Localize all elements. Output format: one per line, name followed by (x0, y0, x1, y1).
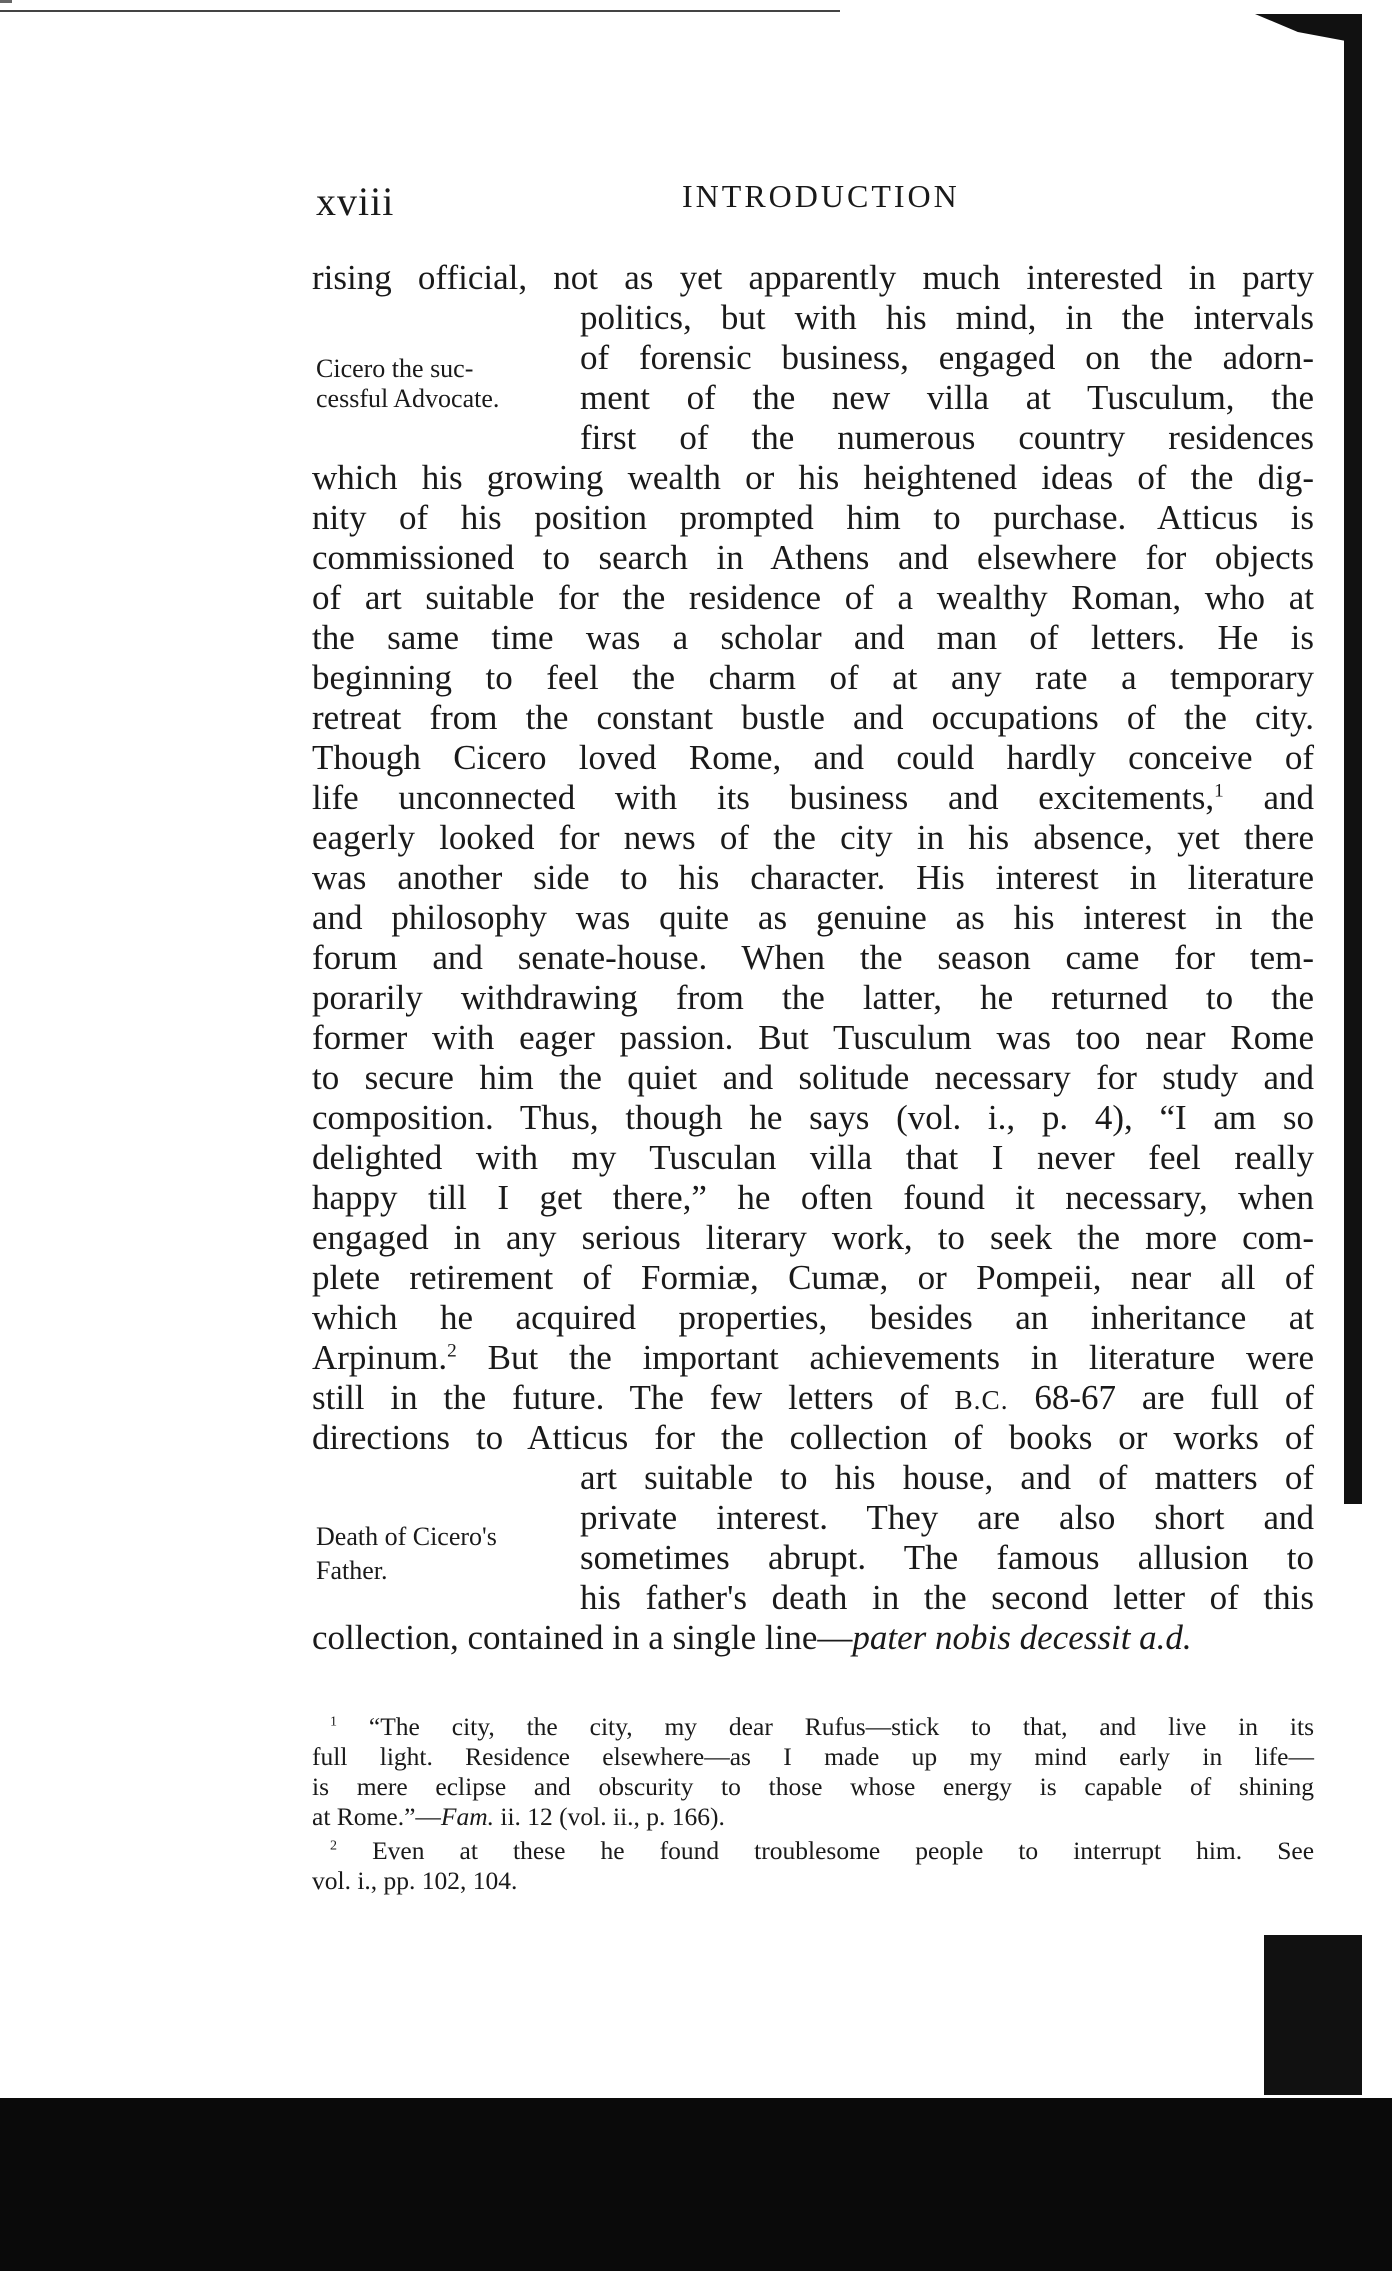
body-line: art suitable to his house, and of matters of (580, 1458, 1314, 1497)
body-text: But the important achievements in literature were (456, 1338, 1314, 1377)
body-line (312, 778, 1314, 818)
footnote-1-line (312, 1802, 1314, 1832)
body-text: still in the future. The few letters of (312, 1378, 955, 1417)
body-line: directions to Atticus for the collection of books or works of (312, 1418, 1314, 1457)
footnote-1-line (330, 1712, 1314, 1742)
footnote-text: Even at these he found troublesome people to interrupt him. See (372, 1836, 1315, 1865)
footnote-mark-2: 2 (330, 1838, 338, 1854)
body-line: of art suitable for the residence of a wealthy Roman, who at (312, 578, 1314, 617)
body-line: private interest. They are also short and (580, 1498, 1314, 1537)
scan-right-edge-bottom (1264, 1935, 1362, 2095)
sidenote-advocate-line1: Cicero the suc- (316, 354, 474, 383)
body-line: engaged in any serious literary work, to seek the more com- (312, 1218, 1314, 1257)
body-text: collection, contained in a single line— (312, 1618, 853, 1657)
body-line: retreat from the constant bustle and occupations of the city. (312, 698, 1314, 737)
body-line: porarily withdrawing from the latter, he returned to the (312, 978, 1314, 1017)
body-text: and (1223, 778, 1314, 817)
body-line: was another side to his character. His interest in literature (312, 858, 1314, 897)
sidenote-death-line2: Father. (316, 1556, 388, 1585)
citation-work: Fam. (440, 1802, 495, 1831)
era-abbreviation: B.C. (954, 1385, 1009, 1415)
footnote-2-line: vol. i., pp. 102, 104. (312, 1866, 518, 1895)
body-line: delighted with my Tusculan villa that I never feel really (312, 1138, 1314, 1177)
footnote-ref-2: 2 (447, 1340, 457, 1362)
sidenote-death-line1: Death of Cicero's (316, 1522, 497, 1551)
scan-right-edge (1344, 14, 1362, 1504)
body-line: to secure him the quiet and solitude necessary for study and (312, 1058, 1314, 1097)
body-line: sometimes abrupt. The famous allusion to (580, 1538, 1314, 1577)
body-text: life unconnected with its business and excitements, (312, 778, 1215, 817)
page-number: xviii (316, 179, 395, 224)
body-text: Arpinum. (312, 1338, 448, 1377)
body-line: nity of his position prompted him to purchase. Atticus is (312, 498, 1314, 537)
body-line: first of the numerous country residences (580, 418, 1314, 457)
body-line: his father's death in the second letter of this (580, 1578, 1314, 1617)
body-line: which his growing wealth or his heightened ideas of the dig- (312, 458, 1314, 497)
body-line: happy till I get there,” he often found it necessary, when (312, 1178, 1314, 1217)
footnote-1-line: is mere eclipse and obscurity to those whose energy is capable of shining (312, 1772, 1314, 1801)
latin-quote: pater nobis decessit a.d. (852, 1618, 1192, 1657)
footnote-2-line (330, 1836, 1314, 1866)
scan-edge-mark (0, 0, 12, 3)
footnote-1-line: full light. Residence elsewhere—as I made up my mind early in life— (312, 1742, 1314, 1771)
body-line (312, 1338, 1314, 1378)
body-line: former with eager passion. But Tusculum was too near Rome (312, 1018, 1314, 1057)
body-line: rising official, not as yet apparently much interested in party (312, 258, 1314, 297)
body-line (312, 1378, 1314, 1420)
body-line: politics, but with his mind, in the intervals (580, 298, 1314, 337)
body-line: eagerly looked for news of the city in his absence, yet there (312, 818, 1314, 857)
footnote-ref-1: 1 (1214, 780, 1224, 802)
body-text: 68-67 are full of (1008, 1378, 1315, 1417)
body-line: commissioned to search in Athens and elsewhere for objects (312, 538, 1314, 577)
body-line (312, 1618, 1314, 1658)
body-line: which he acquired properties, besides an inheritance at (312, 1298, 1314, 1337)
body-line: and philosophy was quite as genuine as his interest in the (312, 898, 1314, 937)
body-line: plete retirement of Formiæ, Cumæ, or Pompeii, near all of (312, 1258, 1314, 1297)
body-line: ment of the new villa at Tusculum, the (580, 378, 1314, 417)
body-line: beginning to feel the charm of at any rate a temporary (312, 658, 1314, 697)
footnote-text: “The city, the city, my dear Rufus—stick to that, and live in its (368, 1712, 1314, 1741)
scan-bottom-shadow (0, 2098, 1392, 2271)
footnote-text: ii. 12 (vol. ii., p. 166). (494, 1802, 725, 1831)
body-line: Though Cicero loved Rome, and could hardly conceive of (312, 738, 1314, 777)
running-head: INTRODUCTION (682, 178, 960, 214)
footnote-text: at Rome.”— (312, 1802, 441, 1831)
body-line: the same time was a scholar and man of letters. He is (312, 618, 1314, 657)
body-line: of forensic business, engaged on the adorn- (580, 338, 1314, 377)
scan-top-rule (0, 10, 840, 12)
body-line: composition. Thus, though he says (vol. i., p. 4), “I am so (312, 1098, 1314, 1137)
footnote-mark-1: 1 (330, 1714, 338, 1730)
sidenote-advocate-line2: cessful Advocate. (316, 384, 500, 413)
body-line: forum and senate-house. When the season came for tem- (312, 938, 1314, 977)
